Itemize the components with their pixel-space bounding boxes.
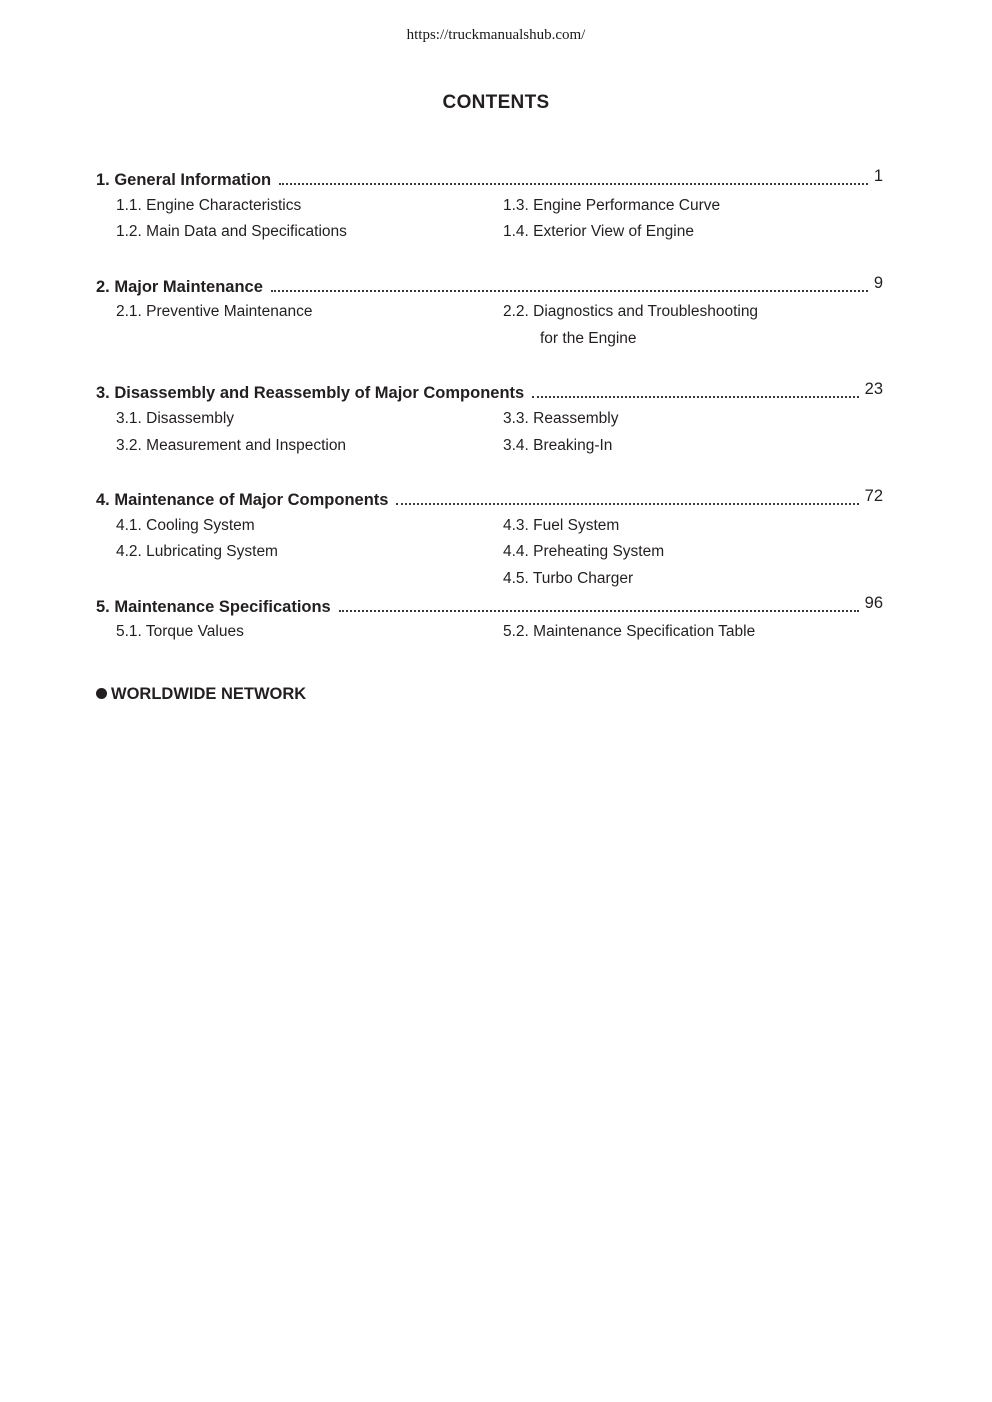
toc-page-number: 9 xyxy=(873,274,883,292)
toc-section-label: 4. Maintenance of Major Components xyxy=(96,491,389,509)
toc-subitem[interactable]: 2.1. Preventive Maintenance xyxy=(116,303,313,320)
toc-subitem[interactable]: 1.2. Main Data and Specifications xyxy=(116,223,347,240)
toc-section-maintenance-major-components[interactable] xyxy=(96,486,883,510)
dot-leader xyxy=(396,503,858,505)
toc-subitem-continuation: for the Engine xyxy=(540,330,637,347)
toc-page-number: 96 xyxy=(864,594,883,612)
toc-subitem[interactable]: 5.2. Maintenance Specification Table xyxy=(503,623,756,640)
toc-section-label: 1. General Information xyxy=(96,171,272,189)
toc-subitem[interactable]: 4.1. Cooling System xyxy=(116,517,255,534)
dot-leader xyxy=(339,610,859,612)
toc-section-major-maintenance[interactable] xyxy=(96,273,883,297)
toc-page-number: 23 xyxy=(864,380,883,398)
toc-section-label: 3. Disassembly and Reassembly of Major Components xyxy=(96,384,525,402)
toc-worldwide-network-label: WORLDWIDE NETWORK xyxy=(111,685,307,703)
toc-subitem[interactable]: 5.1. Torque Values xyxy=(116,623,244,640)
toc-subitem[interactable]: 1.3. Engine Performance Curve xyxy=(503,197,721,214)
toc-subitem[interactable]: 3.4. Breaking-In xyxy=(503,437,613,454)
toc-page-number: 1 xyxy=(873,167,883,185)
dot-leader xyxy=(279,183,868,185)
dot-leader xyxy=(532,396,858,398)
toc-subitem[interactable]: 3.3. Reassembly xyxy=(503,410,619,427)
dot-leader xyxy=(271,290,868,292)
toc-subitem[interactable]: 4.4. Preheating System xyxy=(503,543,665,560)
toc-subitem[interactable]: 2.2. Diagnostics and Troubleshooting xyxy=(503,303,759,320)
toc-subitem[interactable]: 4.2. Lubricating System xyxy=(116,543,278,560)
toc-section-maintenance-specifications[interactable] xyxy=(96,593,883,617)
toc-subitem[interactable]: 4.3. Fuel System xyxy=(503,517,620,534)
toc-subitem[interactable]: 1.1. Engine Characteristics xyxy=(116,197,302,214)
toc-section-general-information[interactable] xyxy=(96,166,883,190)
page-title: CONTENTS xyxy=(442,92,550,113)
toc-worldwide-network[interactable] xyxy=(96,684,306,704)
bullet-icon xyxy=(96,688,107,699)
toc-subitem[interactable]: 1.4. Exterior View of Engine xyxy=(503,223,694,240)
toc-page-number: 72 xyxy=(864,487,883,505)
toc-section-label: 2. Major Maintenance xyxy=(96,278,263,296)
toc-section-label: 5. Maintenance Specifications xyxy=(96,598,331,616)
source-url: https://truckmanualshub.com/ xyxy=(406,27,586,43)
toc-section-disassembly-reassembly[interactable] xyxy=(96,379,883,403)
toc-subitem[interactable]: 3.1. Disassembly xyxy=(116,410,235,427)
toc-subitem[interactable]: 3.2. Measurement and Inspection xyxy=(116,437,347,454)
toc-subitem[interactable]: 4.5. Turbo Charger xyxy=(503,570,634,587)
